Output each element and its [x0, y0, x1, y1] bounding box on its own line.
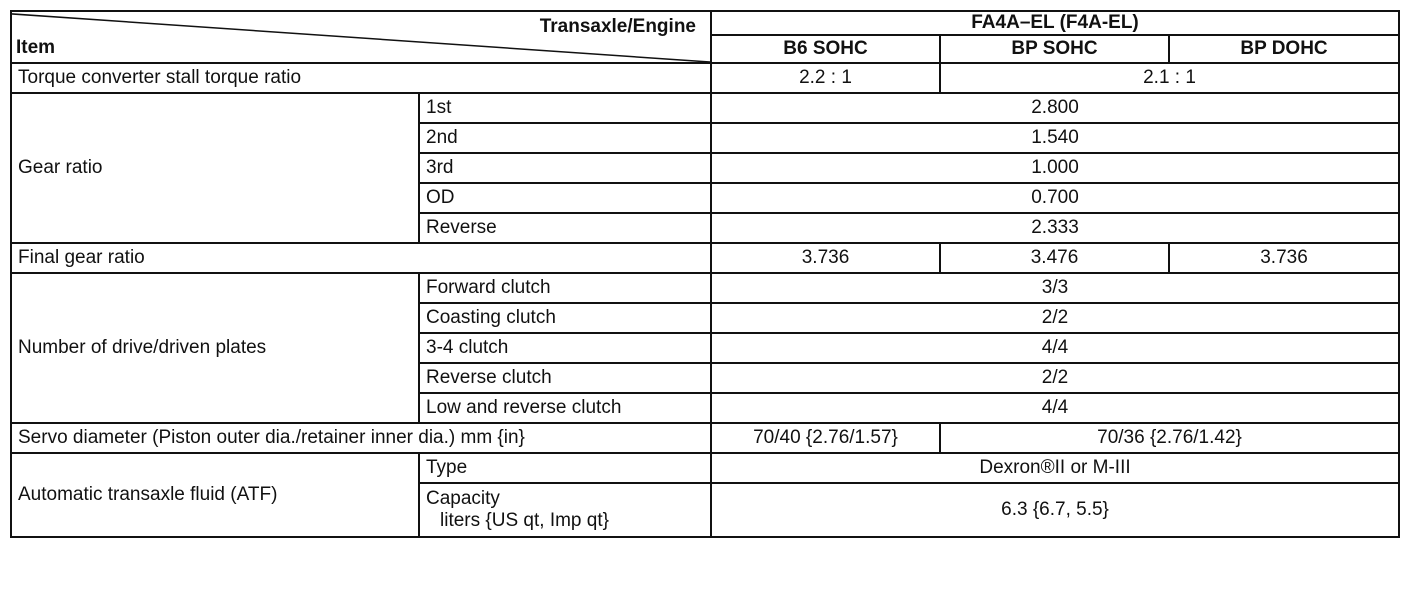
atf-type-value: Dexron®II or M-III: [711, 453, 1399, 483]
header-row-model: [11, 11, 1399, 35]
gear-value: 1.540: [711, 123, 1399, 153]
torque-ratio-label: Torque converter stall torque ratio: [11, 63, 711, 93]
torque-ratio-b6: 2.2 : 1: [711, 63, 940, 93]
plate-sub-label: 3-4 clutch: [419, 333, 711, 363]
plate-value: 3/3: [711, 273, 1399, 303]
atf-label: Automatic transaxle fluid (ATF): [11, 453, 419, 537]
final-gear-bp-dohc: 3.736: [1169, 243, 1399, 273]
gear-sub-label: 2nd: [419, 123, 711, 153]
item-header-cell: [11, 11, 711, 63]
row-servo-diameter: [11, 423, 1399, 453]
servo-label: Servo diameter (Piston outer dia./retainer inner dia.) mm {in}: [11, 423, 711, 453]
plates-label: Number of drive/driven plates: [11, 273, 419, 423]
plate-value: 2/2: [711, 363, 1399, 393]
torque-ratio-bp: 2.1 : 1: [940, 63, 1399, 93]
atf-type-label: Type: [419, 453, 711, 483]
final-gear-label: Final gear ratio: [11, 243, 711, 273]
plate-value: 4/4: [711, 333, 1399, 363]
gear-value: 2.333: [711, 213, 1399, 243]
row-torque-ratio: [11, 63, 1399, 93]
atf-capacity-cell: [419, 483, 711, 537]
row-final-gear-ratio: [11, 243, 1399, 273]
servo-b6: 70/40 {2.76/1.57}: [711, 423, 940, 453]
gear-sub-label: Reverse: [419, 213, 711, 243]
servo-bp: 70/36 {2.76/1.42}: [940, 423, 1399, 453]
gear-value: 2.800: [711, 93, 1399, 123]
gear-sub-label: 1st: [419, 93, 711, 123]
column-header-b6-sohc: B6 SOHC: [711, 35, 940, 63]
gear-value: 1.000: [711, 153, 1399, 183]
gear-value: 0.700: [711, 183, 1399, 213]
final-gear-b6: 3.736: [711, 243, 940, 273]
plate-sub-label: Forward clutch: [419, 273, 711, 303]
specification-table: [10, 10, 1400, 538]
gear-ratio-label: Gear ratio: [11, 93, 419, 243]
model-header: FA4A–EL (F4A-EL): [711, 11, 1399, 35]
final-gear-bp-sohc: 3.476: [940, 243, 1169, 273]
atf-capacity-unit: liters {US qt, Imp qt}: [440, 510, 609, 531]
gear-sub-label: 3rd: [419, 153, 711, 183]
row-gear-1st: [11, 93, 1399, 123]
transaxle-engine-label: Transaxle/Engine: [539, 16, 696, 37]
plate-sub-label: Coasting clutch: [419, 303, 711, 333]
plate-value: 4/4: [711, 393, 1399, 423]
plate-sub-label: Low and reverse clutch: [419, 393, 711, 423]
column-header-bp-dohc: BP DOHC: [1169, 35, 1399, 63]
item-label: Item: [16, 37, 56, 59]
plate-value: 2/2: [711, 303, 1399, 333]
atf-capacity-value: 6.3 {6.7, 5.5}: [711, 483, 1399, 537]
column-header-bp-sohc: BP SOHC: [940, 35, 1169, 63]
row-atf-type: [11, 453, 1399, 483]
gear-sub-label: OD: [419, 183, 711, 213]
atf-capacity-label: Capacity: [426, 488, 500, 510]
plate-sub-label: Reverse clutch: [419, 363, 711, 393]
row-forward-clutch: [11, 273, 1399, 303]
